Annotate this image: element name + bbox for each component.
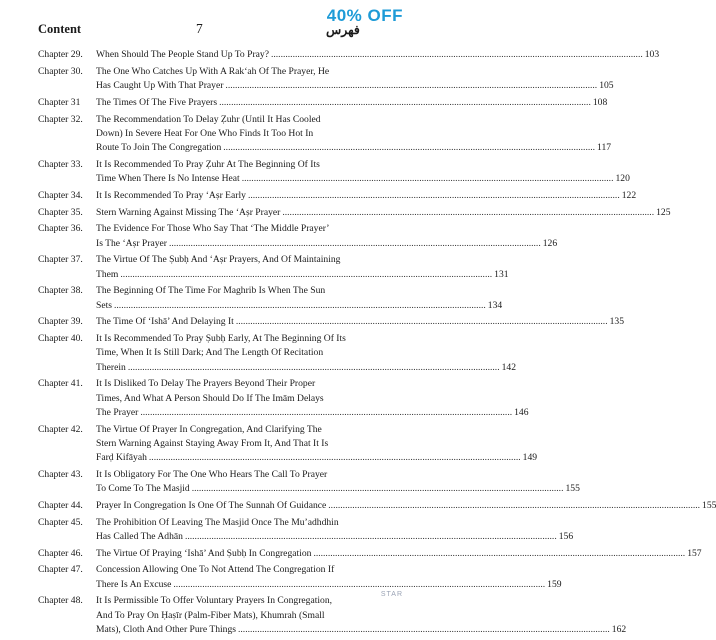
- toc-entry[interactable]: [0, 594, 627, 637]
- dot-leader: ...........................................................................................................................................................: [270, 49, 643, 60]
- title-line: To Come To The Masjid: [96, 483, 190, 494]
- toc-entry[interactable]: [0, 96, 608, 110]
- chapter-title: [96, 468, 580, 496]
- title-line: Prayer In Congregation Is One Of The Sunnah Of Guidance: [96, 499, 327, 511]
- title-line: And To Pray On Ḥaṣīr (Palm-Fiber Mats), Khumrah (Small: [96, 609, 325, 621]
- title-last-line: [96, 79, 614, 93]
- page-number: 146: [514, 406, 529, 418]
- title-last-line: [96, 547, 702, 561]
- page-number: 135: [609, 316, 624, 328]
- title-last-line: [96, 623, 627, 637]
- title-last-line: [96, 141, 612, 155]
- page-number: 159: [547, 578, 562, 590]
- chapter-title: [96, 222, 558, 250]
- title-line: It Is Disliked To Delay The Prayers Beyond Their Proper: [96, 378, 316, 390]
- title-line: The Prayer: [96, 406, 139, 418]
- toc-entry[interactable]: [0, 332, 516, 375]
- toc-entry[interactable]: [0, 158, 630, 186]
- header-arabic-label: فهرس: [326, 23, 360, 37]
- toc-entry[interactable]: [0, 222, 558, 250]
- page-number: 122: [621, 189, 637, 201]
- toc-entry[interactable]: [0, 377, 529, 420]
- dot-leader: ...........................................................................................................................................................: [225, 80, 598, 91]
- chapter-label: Chapter 34.: [38, 189, 83, 201]
- title-line: The Beginning Of The Time For Maghrib Is When The Sun: [96, 285, 326, 297]
- title-last-line: [96, 48, 660, 62]
- header-page-number: 7: [196, 21, 203, 36]
- title-line: Farḍ Kifāyah: [96, 452, 147, 463]
- title-last-line: [96, 578, 562, 592]
- chapter-title: [96, 48, 660, 62]
- toc-entry[interactable]: [0, 206, 671, 220]
- dot-leader: ...........................................................................................................................................................: [120, 268, 493, 280]
- chapter-title: [96, 377, 529, 420]
- chapter-title: [96, 499, 716, 513]
- title-line: Has Called The Adhān: [96, 530, 183, 542]
- title-last-line: [96, 206, 671, 220]
- title-line: Therein: [96, 361, 126, 373]
- title-line: It Is Recommended To Pray Ṣubḥ Early, At The Beginning Of Its: [96, 333, 346, 345]
- title-last-line: [96, 482, 580, 496]
- chapter-label: Chapter 48.: [38, 595, 83, 607]
- page-number: 155: [702, 499, 716, 511]
- dot-leader: ...........................................................................................................................................................: [223, 142, 596, 153]
- page-number: 126: [542, 237, 558, 249]
- dot-leader: ...........................................................................................................................................................: [282, 206, 655, 218]
- title-line: Is The ‘Aṣr Prayer: [96, 237, 167, 249]
- page-number: 156: [558, 530, 574, 542]
- dot-leader: ...........................................................................................................................................................: [247, 189, 620, 201]
- toc-entry[interactable]: [0, 468, 580, 496]
- chapter-label: Chapter 30.: [38, 65, 83, 77]
- chapter-title: [96, 96, 608, 110]
- title-last-line: [96, 172, 630, 186]
- chapter-title: [96, 189, 637, 203]
- title-line: The Recommendation To Delay Ẓuhr (Until It Has Cooled: [96, 113, 321, 125]
- page-number: 162: [611, 623, 627, 635]
- page-number: 142: [501, 361, 516, 373]
- dot-leader: ...........................................................................................................................................................: [114, 299, 486, 311]
- title-line: The Times Of The Five Prayers: [96, 96, 218, 108]
- dot-leader: ...........................................................................................................................................................: [328, 499, 701, 511]
- page-number: 157: [687, 547, 702, 559]
- title-line: The One Who Catches Up With A Rak‘ah Of The Prayer, He: [96, 65, 330, 77]
- chapter-label: Chapter 39.: [38, 316, 83, 328]
- chapter-label: Chapter 29.: [38, 49, 83, 60]
- dot-leader: ...........................................................................................................................................................: [191, 483, 564, 494]
- page-number: 134: [487, 299, 503, 311]
- chapter-title: [96, 563, 562, 591]
- dot-leader: ...........................................................................................................................................................: [219, 96, 591, 108]
- title-line: It Is Recommended To Pray ‘Aṣr Early: [96, 189, 246, 201]
- title-line: It Is Recommended To Pray Ẓuhr At The Beginning Of Its: [96, 158, 320, 170]
- chapter-title: [96, 423, 538, 466]
- toc-entry[interactable]: [0, 189, 637, 203]
- title-line: Times, And What A Person Should Do If The Imām Delays: [96, 392, 324, 404]
- toc-entry[interactable]: [0, 423, 538, 466]
- chapter-title: [96, 547, 702, 561]
- chapter-title: [96, 284, 503, 312]
- chapter-title: [96, 65, 614, 93]
- chapter-label: Chapter 47.: [38, 564, 83, 576]
- toc-entry[interactable]: [0, 113, 612, 156]
- toc-entry[interactable]: [0, 284, 503, 312]
- dot-leader: ...........................................................................................................................................................: [148, 452, 521, 463]
- dot-leader: ...........................................................................................................................................................: [127, 361, 500, 373]
- title-line: Concession Allowing One To Not Attend The Congregation If: [96, 564, 335, 576]
- title-last-line: [96, 499, 716, 513]
- page-number: 155: [565, 483, 580, 494]
- chapter-label: Chapter 35.: [38, 206, 83, 218]
- page-number: 108: [592, 96, 608, 108]
- chapter-title: [96, 516, 574, 544]
- toc-entry[interactable]: [0, 48, 660, 62]
- table-of-contents: [0, 48, 716, 640]
- title-line: Them: [96, 268, 119, 280]
- title-line: The Time Of ‘Ishā’ And Delaying It: [96, 316, 234, 328]
- chapter-label: Chapter 41.: [38, 378, 83, 390]
- chapter-title: [96, 113, 612, 156]
- chapter-label: Chapter 36.: [38, 223, 83, 235]
- title-line: The Virtue Of The Ṣubḥ And ‘Aṣr Prayers, And Of Maintaining: [96, 254, 341, 266]
- chapter-label: Chapter 40.: [38, 333, 83, 345]
- title-line: Stern Warning Against Staying Away From It, And That It Is: [96, 437, 329, 449]
- page-number: 117: [597, 142, 612, 153]
- dot-leader: ...........................................................................................................................................................: [184, 530, 557, 542]
- chapter-label: Chapter 37.: [38, 254, 83, 266]
- chapter-label: Chapter 38.: [38, 285, 83, 297]
- dot-leader: ...........................................................................................................................................................: [235, 316, 608, 328]
- chapter-title: [96, 332, 516, 375]
- title-line: Time, When It Is Still Dark; And The Length Of Recitation: [96, 347, 324, 359]
- discount-banner[interactable]: 40% OFF: [326, 6, 403, 25]
- title-last-line: [96, 315, 624, 329]
- dot-leader: ...........................................................................................................................................................: [140, 406, 513, 418]
- title-last-line: [96, 451, 538, 465]
- dot-leader: ...........................................................................................................................................................: [313, 547, 686, 559]
- title-last-line: [96, 299, 503, 313]
- title-line: There Is An Excuse: [96, 578, 172, 590]
- toc-entry[interactable]: [0, 315, 624, 329]
- title-line: Has Caught Up With That Prayer: [96, 80, 224, 91]
- title-last-line: [96, 406, 529, 420]
- watermark-logo: STAR: [380, 591, 403, 598]
- title-line: When Should The People Stand Up To Pray?: [96, 49, 269, 60]
- title-line: Down) In Severe Heat For One Who Finds It Too Hot In: [96, 127, 314, 139]
- page-number: 103: [644, 49, 660, 60]
- page-number: 105: [599, 80, 614, 91]
- page-number: 120: [615, 173, 630, 184]
- title-line: The Evidence For Those Who Say That ‘The Middle Prayer’: [96, 223, 330, 235]
- toc-entry[interactable]: [0, 499, 716, 513]
- title-last-line: [96, 237, 558, 251]
- toc-entry[interactable]: [0, 547, 702, 561]
- chapter-title: [96, 206, 671, 220]
- chapter-label: Chapter 33.: [38, 158, 83, 170]
- toc-entry[interactable]: [0, 253, 509, 281]
- title-last-line: [96, 96, 608, 110]
- dot-leader: ...........................................................................................................................................................: [168, 237, 541, 249]
- dot-leader: ...........................................................................................................................................................: [238, 623, 610, 635]
- chapter-label: Chapter 44.: [38, 499, 83, 511]
- title-line: Sets: [96, 299, 112, 311]
- page-number: 131: [494, 268, 509, 280]
- title-line: The Virtue Of Prayer In Congregation, And Clarifying The: [96, 423, 322, 435]
- title-line: Time When There Is No Intense Heat: [96, 173, 240, 184]
- toc-entry[interactable]: [0, 516, 574, 544]
- chapter-label: Chapter 46.: [38, 547, 83, 559]
- title-last-line: [96, 189, 637, 203]
- title-line: Route To Join The Congregation: [96, 142, 222, 153]
- page-number: 125: [656, 206, 671, 218]
- dot-leader: ...........................................................................................................................................................: [241, 173, 614, 184]
- chapter-title: [96, 253, 509, 281]
- title-line: It Is Obligatory For The One Who Hears The Call To Prayer: [96, 468, 328, 480]
- title-last-line: [96, 361, 516, 375]
- title-last-line: [96, 268, 509, 282]
- chapter-title: [96, 315, 624, 329]
- page-number: 149: [522, 452, 538, 463]
- dot-leader: ...........................................................................................................................................................: [173, 578, 546, 590]
- chapter-label: Chapter 45.: [38, 516, 83, 528]
- title-line: Mats), Cloth And Other Pure Things: [96, 623, 236, 635]
- chapter-title: [96, 158, 630, 186]
- title-line: The Prohibition Of Leaving The Masjid Once The Mu’adhdhin: [96, 516, 339, 528]
- title-line: It Is Permissible To Offer Voluntary Prayers In Congregation,: [96, 595, 333, 607]
- chapter-label: Chapter 31: [38, 96, 81, 108]
- chapter-label: Chapter 32.: [38, 113, 83, 125]
- toc-entry[interactable]: [0, 65, 614, 93]
- title-line: The Virtue Of Praying ‘Ishā’ And Ṣubḥ In Congregation: [96, 547, 312, 559]
- chapter-label: Chapter 42.: [38, 423, 83, 435]
- title-last-line: [96, 530, 574, 544]
- title-line: Stern Warning Against Missing The ‘Aṣr Prayer: [96, 206, 281, 218]
- toc-entry[interactable]: [0, 563, 562, 591]
- header-contents-label: Content: [38, 22, 82, 36]
- chapter-label: Chapter 43.: [38, 468, 83, 480]
